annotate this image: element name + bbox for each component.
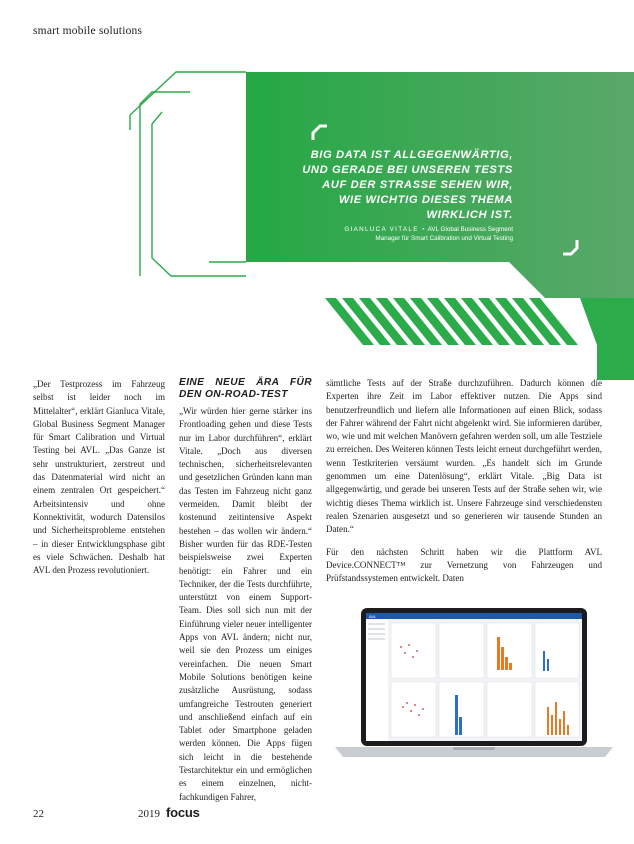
section-heading: EINE NEUE ÄRA FÜR DEN ON-ROAD-TEST bbox=[179, 377, 312, 400]
bullet-separator: • bbox=[420, 226, 427, 233]
section-header: smart mobile solutions bbox=[33, 25, 143, 37]
pull-quote bbox=[213, 148, 513, 223]
article-column-1 bbox=[33, 378, 165, 577]
quote-line: WIRKLICH IST. bbox=[426, 209, 513, 221]
paragraph: sämtliche Tests auf der Straße durchzuführen. Dadurch können die Experten ihre Zeit im Labor effektiver nutzen. Die Apps sind benutzerfreundlich und liefern alle Informationen auf einen Blick, sodass der Fahrer während der Fahrt nicht abgelenkt wird. Sie informieren darüber, wo, wie und mit welchen Manövern gefahren werden soll, um alle Testziele zu erreichen. Des Weiteren können Tests leicht erneut durchgeführt werden, wenn Testkriterien versäumt wurden. „Es handelt sich im Grunde genommen um eine Datenlösung“, erklärt Vitale. „Big Data ist allgegenwärtig, und gerade bei unseren Tests auf der Straße sehen wir, wie wichtig dieses Thema wirklich ist. Unsere Fahrzeuge sind verschiedensten realen Szenarien ausgesetzt und so generieren wir tausende Stunden an Daten.“ bbox=[326, 378, 602, 535]
article-column-2 bbox=[179, 377, 312, 804]
footer-year: 2019 bbox=[138, 808, 160, 820]
quote-role-line2: Manager für Smart Calibration und Virtual Testing bbox=[375, 234, 513, 242]
quote-role-line1: AVL Global Business Segment bbox=[427, 226, 513, 233]
paragraph: „Der Testprozess im Fahrzeug selbst ist leider noch im Mittelalter“, erklärt Gianluca Vitale, Global Business Segment Manager für Smart Calibration und Virtual Testing bei AVL. „Das Ganze ist sehr unstrukturiert, zerstreut und das Datenmaterial wird nicht an einem zentralen Ort gespeichert.“ Arbeitsintensiv und ohne Konnektivität, wodurch Datensilos und Sicherheitsprobleme entstehen – in dieser Entwicklungsphase gibt es viele Schwächen. Deshalb hat AVL den Prozess revolutioniert. bbox=[33, 379, 165, 576]
green-corner bbox=[580, 298, 634, 380]
magazine-name: focus bbox=[166, 805, 200, 820]
paragraph: Für den nächsten Schritt haben wir die Plattform AVL Device.CONNECT™ zur Vernetzung von Fahrzeugen und Prüfstandssystemen entwickelt. Daten bbox=[326, 546, 602, 584]
article-column-3 bbox=[326, 377, 602, 585]
quote-line: BIG DATA IST ALLGEGENWÄRTIG, bbox=[310, 149, 513, 161]
paragraph: „Wir würden hier gerne stärker ins Frontloading gehen und diese Tests nur im Labor durchführen“, erklärt Vitale. „Doch aus diversen technischen, sicherheitsrelevanten und gesetzlichen Gründen kann man das Testen im Fahrzeug nicht ganz vermeiden. Damit bleibt der kostenund zeitintensive Aspekt bestehen – das wollen wir ändern.“ Bisher wurden für das RDE-Testen beispielsweise zwei Experten benötigt: ein Fahrer und ein Techniker, der die Tests durchführte, unterstützt von einem Support-Team. Dies soll sich nun mit der Einführung vieler neuer intelligenter Apps von AVL ändern; nicht nur, weil sie den Prozess um einiges vereinfachen. Die neuen Smart Mobile Solutions benötigen keine zusätzliche Ausrüstung, sodass umfangreiche Testrouten generiert und anschließend einfach auf ein Tablet oder Smartphone geladen werden können. Die Apps fügen sich leicht in die bestehende Testarchitektur ein und ermöglichen es einem einzelnen, nicht-fachkundigen Fahrer, bbox=[179, 406, 312, 802]
quote-line: AUF DER STRASSE SEHEN WIR, bbox=[322, 179, 513, 191]
laptop-dashboard-image bbox=[335, 607, 613, 760]
app-label: AVL bbox=[369, 614, 377, 619]
page-number: 22 bbox=[33, 808, 44, 820]
quote-attribution bbox=[213, 226, 513, 243]
quote-line: UND GERADE BEI UNSEREN TESTS bbox=[302, 164, 513, 176]
diagonal-stripes bbox=[325, 298, 578, 345]
quote-author: GIANLUCA VITALE bbox=[344, 226, 419, 233]
quote-line: WIE WICHTIG DIESES THEMA bbox=[338, 194, 513, 206]
